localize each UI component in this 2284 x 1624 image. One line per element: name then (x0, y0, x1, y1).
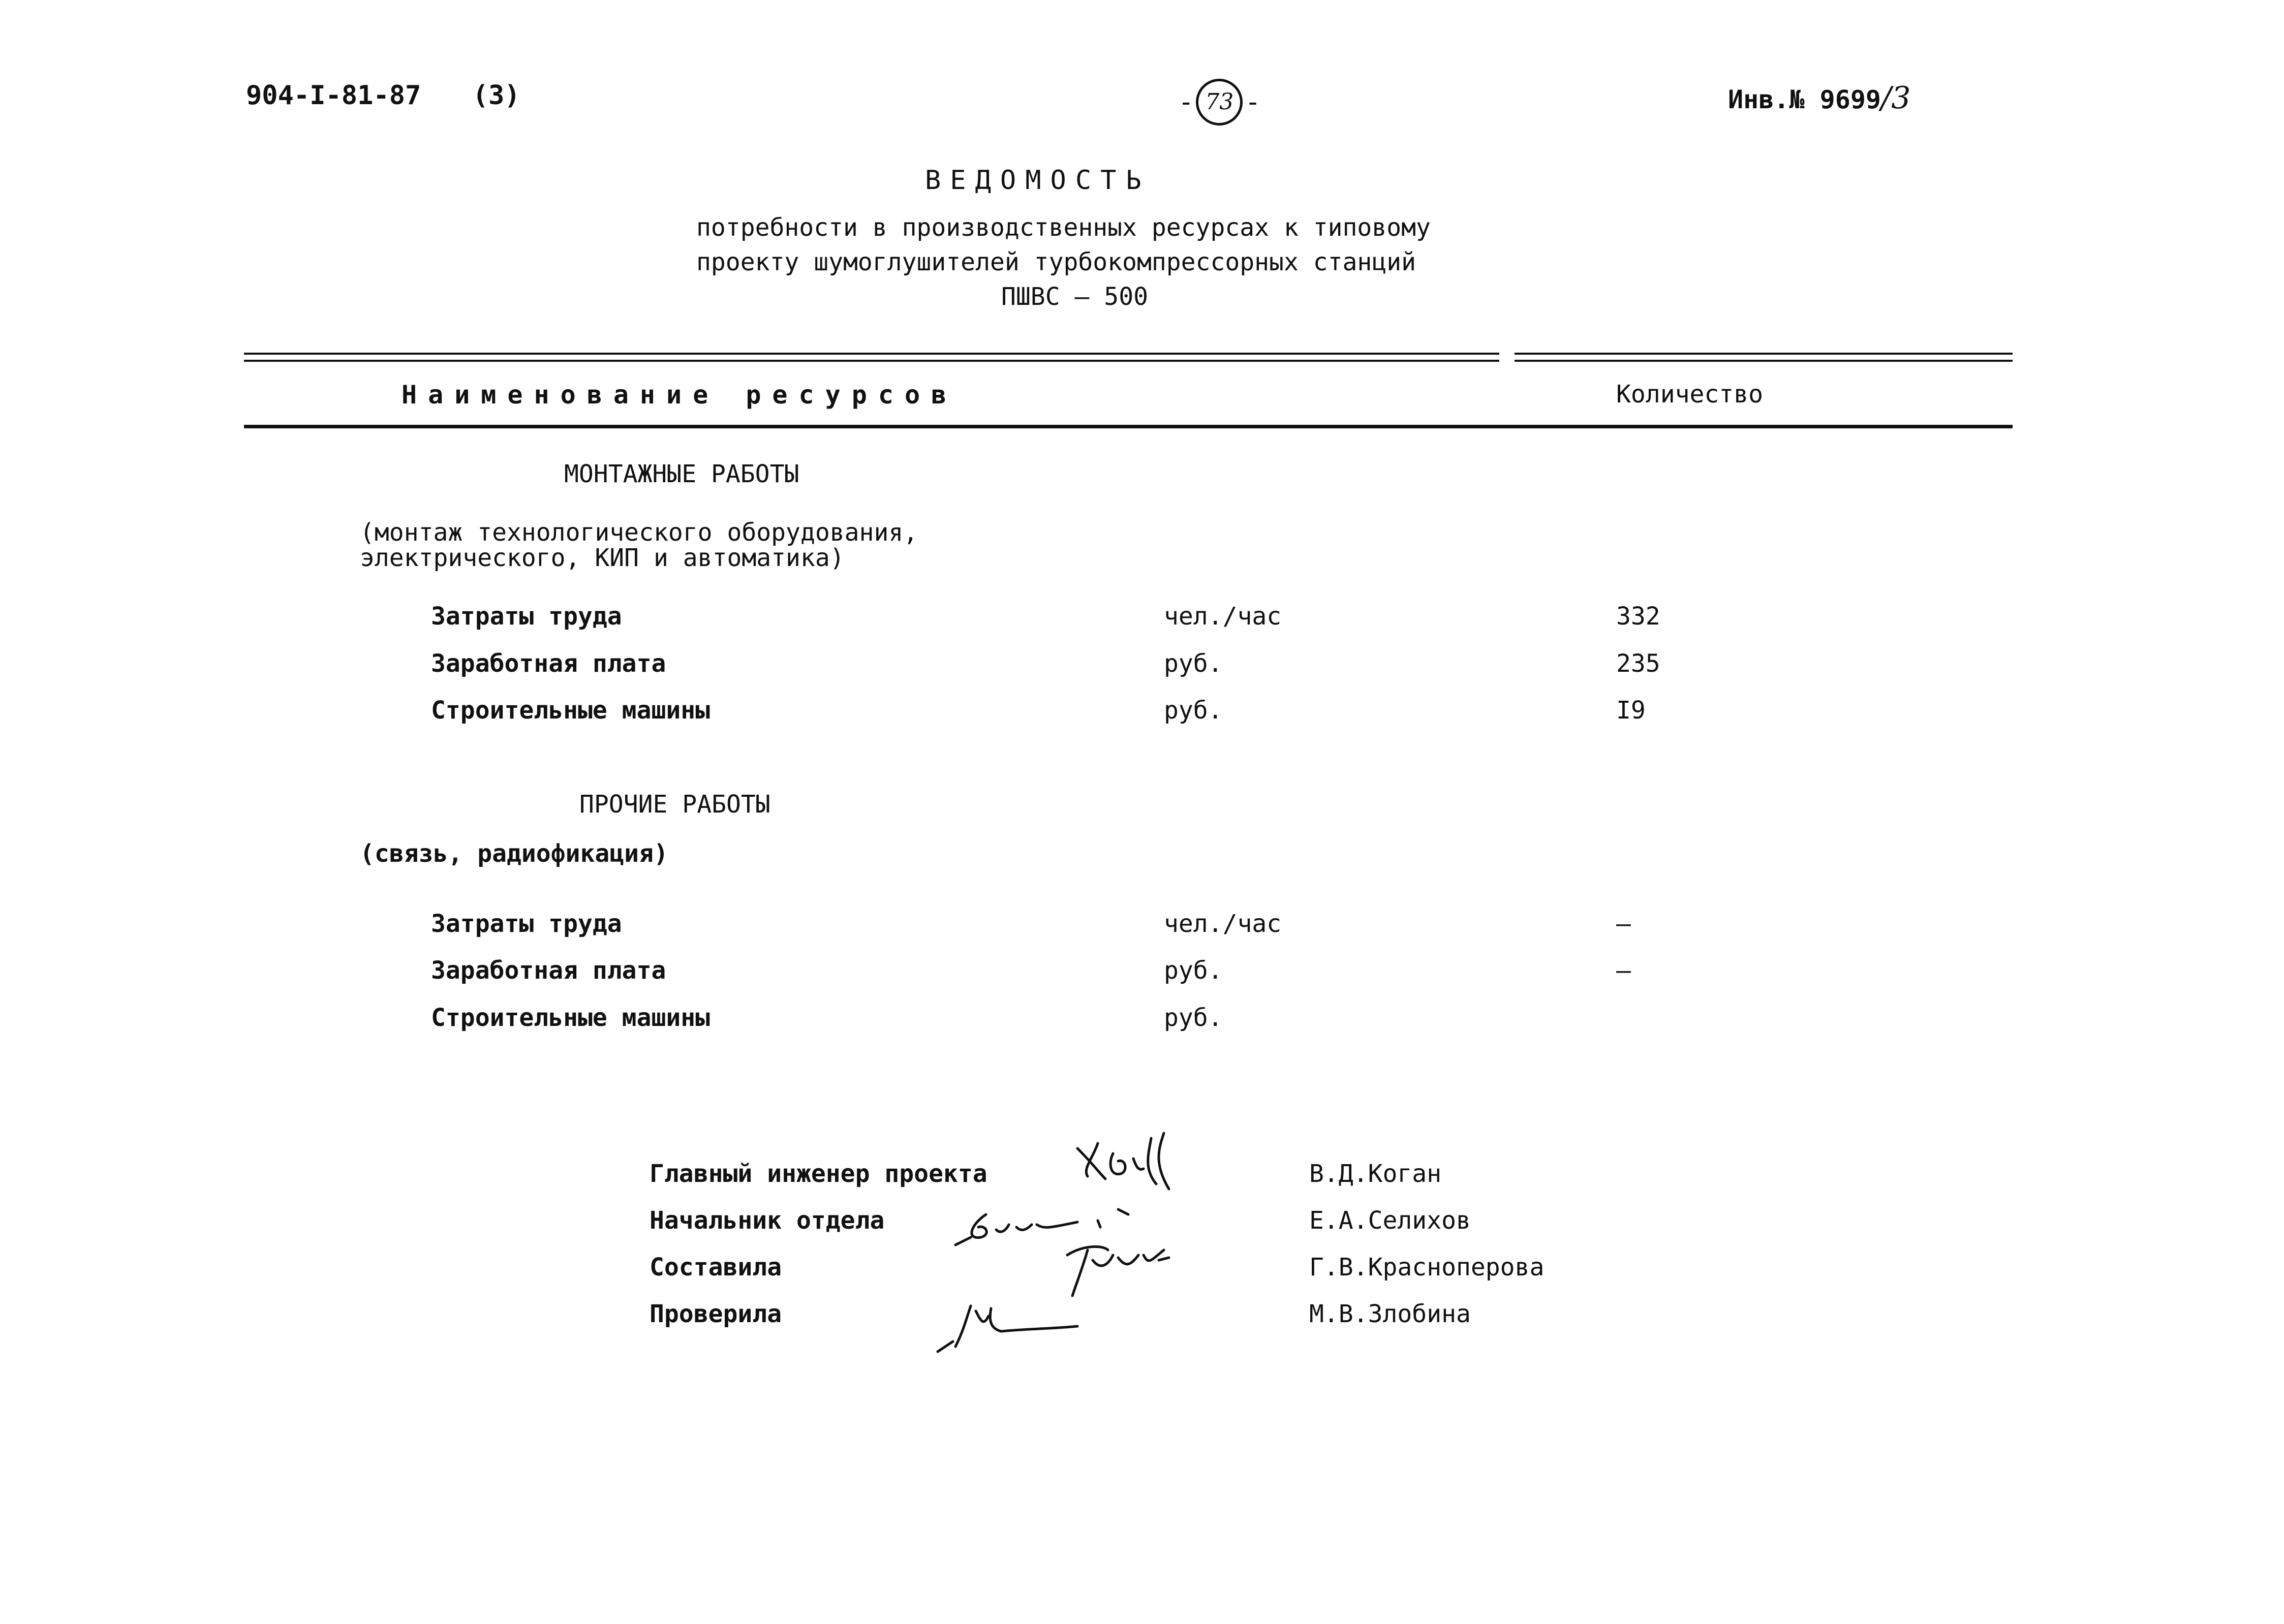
resource-value: 332 (1616, 602, 1660, 631)
resource-value: 235 (1616, 649, 1660, 678)
resource-name: Строительные машины (431, 1004, 711, 1032)
resource-unit: руб. (1164, 1004, 1223, 1032)
resource-name: Затраты труда (431, 602, 622, 631)
signature-person: Е.А.Селихов (1309, 1206, 1471, 1235)
signature-stroke (1067, 1246, 1169, 1296)
section-note: электрического, КИП и автоматика) (360, 544, 845, 572)
resource-name: Затраты труда (431, 910, 622, 938)
signature-role: Проверила (650, 1300, 782, 1328)
doc-code (246, 80, 520, 111)
header-rule (1515, 360, 2013, 362)
sheet-number-circle: 73 (1196, 79, 1243, 126)
signature-role: Составила (650, 1253, 782, 1282)
header-rule (244, 353, 1499, 355)
signature-stroke (1077, 1133, 1169, 1189)
resource-value: I9 (1616, 696, 1646, 725)
signature-person: М.В.Злобина (1309, 1300, 1471, 1328)
doc-code-part: (3) (472, 80, 520, 111)
document-title: ВЕДОМОСТЬ (925, 165, 1151, 196)
resource-unit: руб. (1164, 696, 1223, 725)
resource-unit: руб. (1164, 649, 1223, 678)
resource-name: Заработная плата (431, 649, 666, 678)
section-title: МОНТАЖНЫЕ РАБОТЫ (564, 460, 799, 488)
signature-stroke (938, 1306, 1077, 1352)
header-rule (244, 360, 1499, 362)
resource-name: Строительные машины (431, 696, 711, 725)
section-title: ПРОЧИЕ РАБОТЫ (579, 790, 770, 819)
signature-person: Г.В.Красноперова (1309, 1253, 1545, 1282)
section-note: (связь, радиофикация) (360, 839, 668, 868)
section-note: (монтаж технологического оборудования, (360, 518, 918, 547)
resource-value: – (1616, 910, 1631, 938)
sheet-number (1178, 79, 1261, 126)
subtitle-line-3: ПШВС – 500 (1001, 283, 1148, 311)
handwritten-signatures (925, 1128, 1250, 1362)
signature-role: Начальник отдела (650, 1206, 885, 1235)
column-header-quantity: Количество (1616, 380, 1763, 409)
header-rule (1515, 353, 2013, 355)
doc-code-number: 904-I-81-87 (246, 80, 421, 111)
header-bottom-rule (244, 425, 2013, 428)
resource-value: – (1616, 956, 1631, 985)
column-header-name: Наименование ресурсов (402, 380, 958, 410)
inventory-suffix: /3 (1881, 80, 1911, 116)
signature-role: Главный инженер проекта (650, 1160, 987, 1188)
sheet-dash-right: - (1245, 87, 1261, 117)
subtitle-line-2: проекту шумоглушителей турбокомпрессорных станций (696, 248, 1416, 276)
signature-stroke (955, 1209, 1128, 1245)
resource-unit: руб. (1164, 956, 1223, 985)
sheet-dash-left: - (1178, 87, 1194, 117)
inventory-number (1728, 80, 1910, 116)
inventory-label: Инв.№ 9699 (1728, 85, 1881, 114)
resource-unit: чел./час (1164, 602, 1282, 631)
subtitle-line-1: потребности в производственных ресурсах к типовому (696, 213, 1431, 242)
signature-person: В.Д.Коган (1309, 1160, 1442, 1188)
resource-name: Заработная плата (431, 956, 666, 985)
resource-unit: чел./час (1164, 910, 1282, 938)
